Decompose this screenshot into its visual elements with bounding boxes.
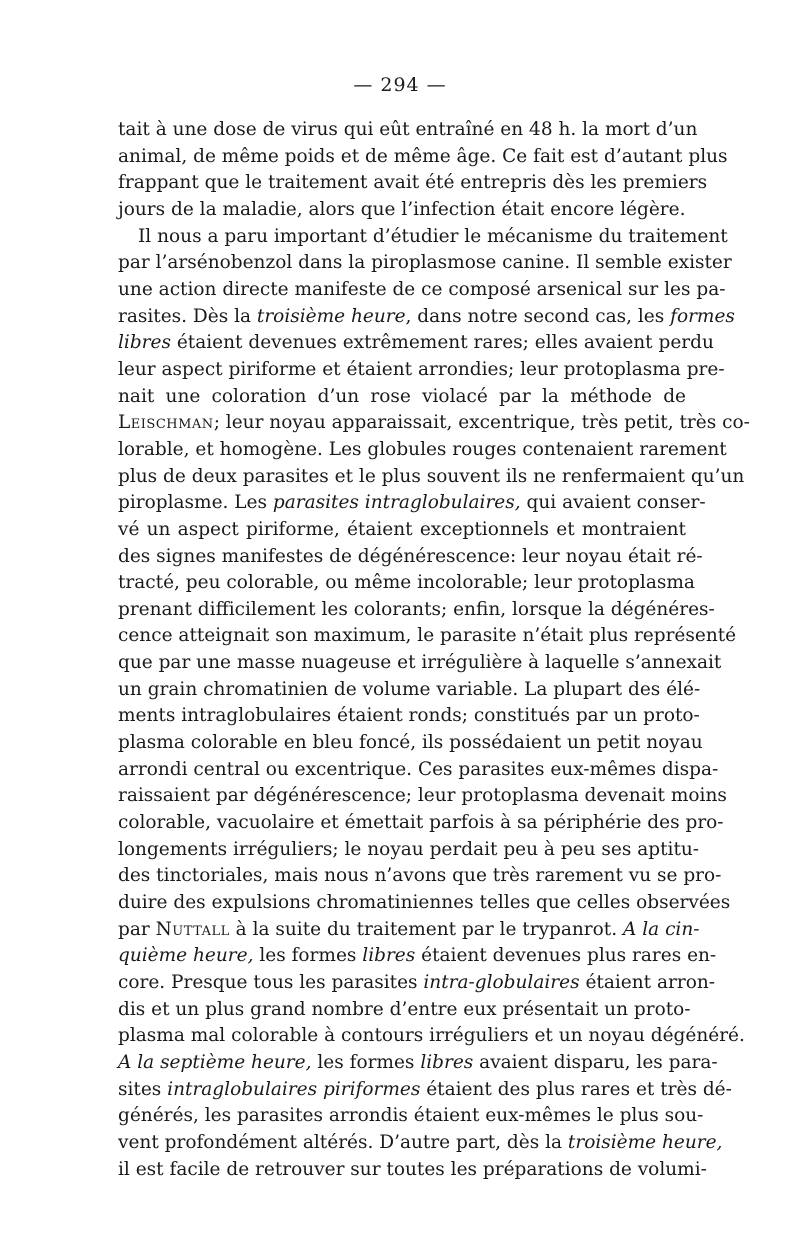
- text-segment: plus de deux parasites et le plus souvent ils ne renfermaient qu’un: [118, 465, 745, 487]
- text-line: [118, 464, 745, 491]
- text-line: [118, 890, 731, 917]
- italic-text: A la cin-: [623, 918, 700, 940]
- text-segment: jours de la maladie, alors que l’infection était encore légère.: [118, 198, 686, 220]
- text-segment: frappant que le traitement avait été entrepris dès les premiers: [118, 172, 708, 194]
- italic-text: intraglobulaires piriformes: [167, 1078, 421, 1100]
- text-segment: colorable, vacuolaire et émettait parfois à sa périphérie des pro-: [118, 812, 724, 834]
- text-line: [118, 490, 706, 517]
- text-segment: des signes manifestes de dégénérescence: leur noyau était ré-: [118, 545, 703, 567]
- text-segment: sites: [118, 1078, 168, 1100]
- text-segment: étaient devenues extrêmement rares; elles avaient perdu: [170, 332, 714, 354]
- text-segment: longements irréguliers; le noyau perdait peu à peu ses aptitu-: [118, 838, 700, 860]
- text-line: [118, 384, 686, 411]
- italic-text: intra-globulaires: [423, 972, 580, 993]
- text-line: [118, 170, 708, 197]
- text-segment: que par une masse nuageuse et irrégulière à laquelle s’annexait: [118, 652, 722, 674]
- text-segment: avaient disparu, les para-: [473, 1051, 718, 1073]
- text-line: [118, 1157, 707, 1184]
- text-segment: il est facile de retrouver sur toutes les préparations de volumi-: [118, 1158, 707, 1180]
- text-segment: tracté, peu colorable, ou même incolorable; leur protoplasma: [118, 572, 695, 594]
- italic-text: troisième heure: [256, 305, 406, 327]
- text-segment: les formes: [311, 1051, 421, 1073]
- text-line: [118, 437, 727, 464]
- text-line: [118, 410, 750, 437]
- text-line: [118, 277, 726, 304]
- text-segment: lorable, et homogène. Les globules rouges contenaient rarement: [118, 438, 727, 460]
- text-segment: Il nous a paru important d’étudier le mécanisme du traitement: [138, 225, 728, 247]
- text-line: [118, 517, 686, 544]
- text-segment: ments intraglobulaires étaient ronds; constitués par un proto-: [118, 705, 700, 727]
- text-line: [118, 250, 732, 277]
- text-segment: , dans notre second cas, les: [405, 305, 671, 327]
- text-line: [118, 330, 714, 357]
- text-segment: plasma colorable en bleu foncé, ils possédaient un petit noyau: [118, 732, 703, 754]
- italic-text: A la septième heure,: [118, 1051, 312, 1073]
- body-text: [118, 117, 750, 1183]
- text-line: [118, 224, 728, 251]
- text-line: [118, 197, 686, 224]
- text-line: [118, 650, 722, 677]
- text-segment: à la suite du traitement par le trypanrot.: [229, 918, 623, 940]
- text-segment: une action directe manifeste de ce composé arsenical sur les pa-: [118, 278, 726, 300]
- text-segment: vé un aspect piriforme, étaient exceptionnels et montraient: [118, 518, 686, 540]
- author-name: Nuttall: [155, 918, 230, 940]
- text-line: [118, 1077, 732, 1104]
- text-segment: nait une coloration d’un rose violacé par la méthode de: [118, 385, 686, 407]
- text-line: [118, 970, 716, 997]
- text-segment: core. Presque tous les parasites: [118, 972, 424, 993]
- text-line: [118, 623, 737, 650]
- text-line: [118, 357, 725, 384]
- text-line: [118, 1023, 745, 1050]
- text-line: [118, 757, 719, 784]
- text-line: [118, 304, 735, 331]
- text-segment: rasites. Dès la: [118, 305, 257, 327]
- text-segment: par l’arsénobenzol dans la piroplasmose canine. Il semble exister: [118, 252, 732, 274]
- text-segment: arrondi central ou excentrique. Ces parasites eux-mêmes dispa-: [118, 758, 719, 780]
- text-segment: générés, les parasites arrondis étaient eux-mêmes le plus sou-: [118, 1105, 704, 1127]
- text-line: [118, 1130, 723, 1157]
- italic-text: formes: [670, 305, 735, 327]
- text-segment: qui avaient conser-: [520, 492, 706, 514]
- text-line: [118, 597, 715, 624]
- text-line: [118, 1103, 704, 1130]
- italic-text: parasites intraglobulaires,: [272, 492, 521, 514]
- text-segment: prenant difficilement les colorants; enfin, lorsque la dégénéres-: [118, 598, 715, 620]
- text-segment: vent profondément altérés. D’autre part, dès la: [118, 1131, 568, 1153]
- text-segment: des tinctoriales, mais nous n’avons que très rarement vu se pro-: [118, 865, 722, 887]
- text-segment: étaient devenues plus rares en-: [415, 945, 717, 967]
- text-segment: tait à une dose de virus qui eût entraîné en 48 h. la mort d’un: [118, 119, 698, 140]
- text-line: [118, 863, 722, 890]
- italic-text: libres: [362, 945, 416, 967]
- text-line: [118, 703, 700, 730]
- text-segment: piroplasme. Les: [118, 492, 273, 514]
- text-line: [118, 117, 698, 144]
- text-segment: étaient arron-: [579, 972, 716, 993]
- text-segment: plasma mal colorable à contours irréguliers et un noyau dégénéré.: [118, 1025, 745, 1047]
- text-line: [118, 1050, 718, 1077]
- italic-text: libres: [118, 332, 171, 354]
- text-segment: les formes: [253, 945, 363, 967]
- text-line: [118, 570, 695, 597]
- text-segment: cence atteignait son maximum, le parasite n’était plus représenté: [118, 625, 737, 647]
- text-line: [118, 144, 728, 171]
- text-segment: dis et un plus grand nombre d’entre eux présentait un proto-: [118, 998, 691, 1020]
- text-segment: raissaient par dégénérescence; leur protoplasma devenait moins: [118, 785, 727, 807]
- text-segment: animal, de même poids et de même âge. Ce fait est d’autant plus: [118, 145, 728, 167]
- text-segment: étaient des plus rares et très dé-: [420, 1078, 732, 1100]
- text-line: [118, 943, 717, 970]
- italic-text: libres: [420, 1051, 474, 1073]
- author-name: Leischman: [118, 412, 214, 434]
- italic-text: troisième heure,: [567, 1131, 723, 1153]
- text-segment: par: [118, 918, 156, 940]
- page-number: — 294 —: [353, 74, 447, 96]
- text-segment: duire des expulsions chromatiniennes telles que celles observées: [118, 892, 731, 914]
- text-segment: leur aspect piriforme et étaient arrondies; leur protoplasma pre-: [118, 358, 725, 380]
- text-line: [118, 730, 703, 757]
- text-line: [118, 917, 700, 944]
- text-line: [118, 837, 700, 864]
- text-line: [118, 783, 727, 810]
- text-line: [118, 677, 701, 704]
- text-segment: ; leur noyau apparaissait, excentrique, très petit, très co-: [213, 412, 750, 434]
- text-line: [118, 544, 703, 571]
- text-segment: un grain chromatinien de volume variable. La plupart des élé-: [118, 678, 701, 700]
- text-line: [118, 810, 724, 837]
- text-line: [118, 997, 691, 1024]
- italic-text: quième heure,: [118, 945, 254, 967]
